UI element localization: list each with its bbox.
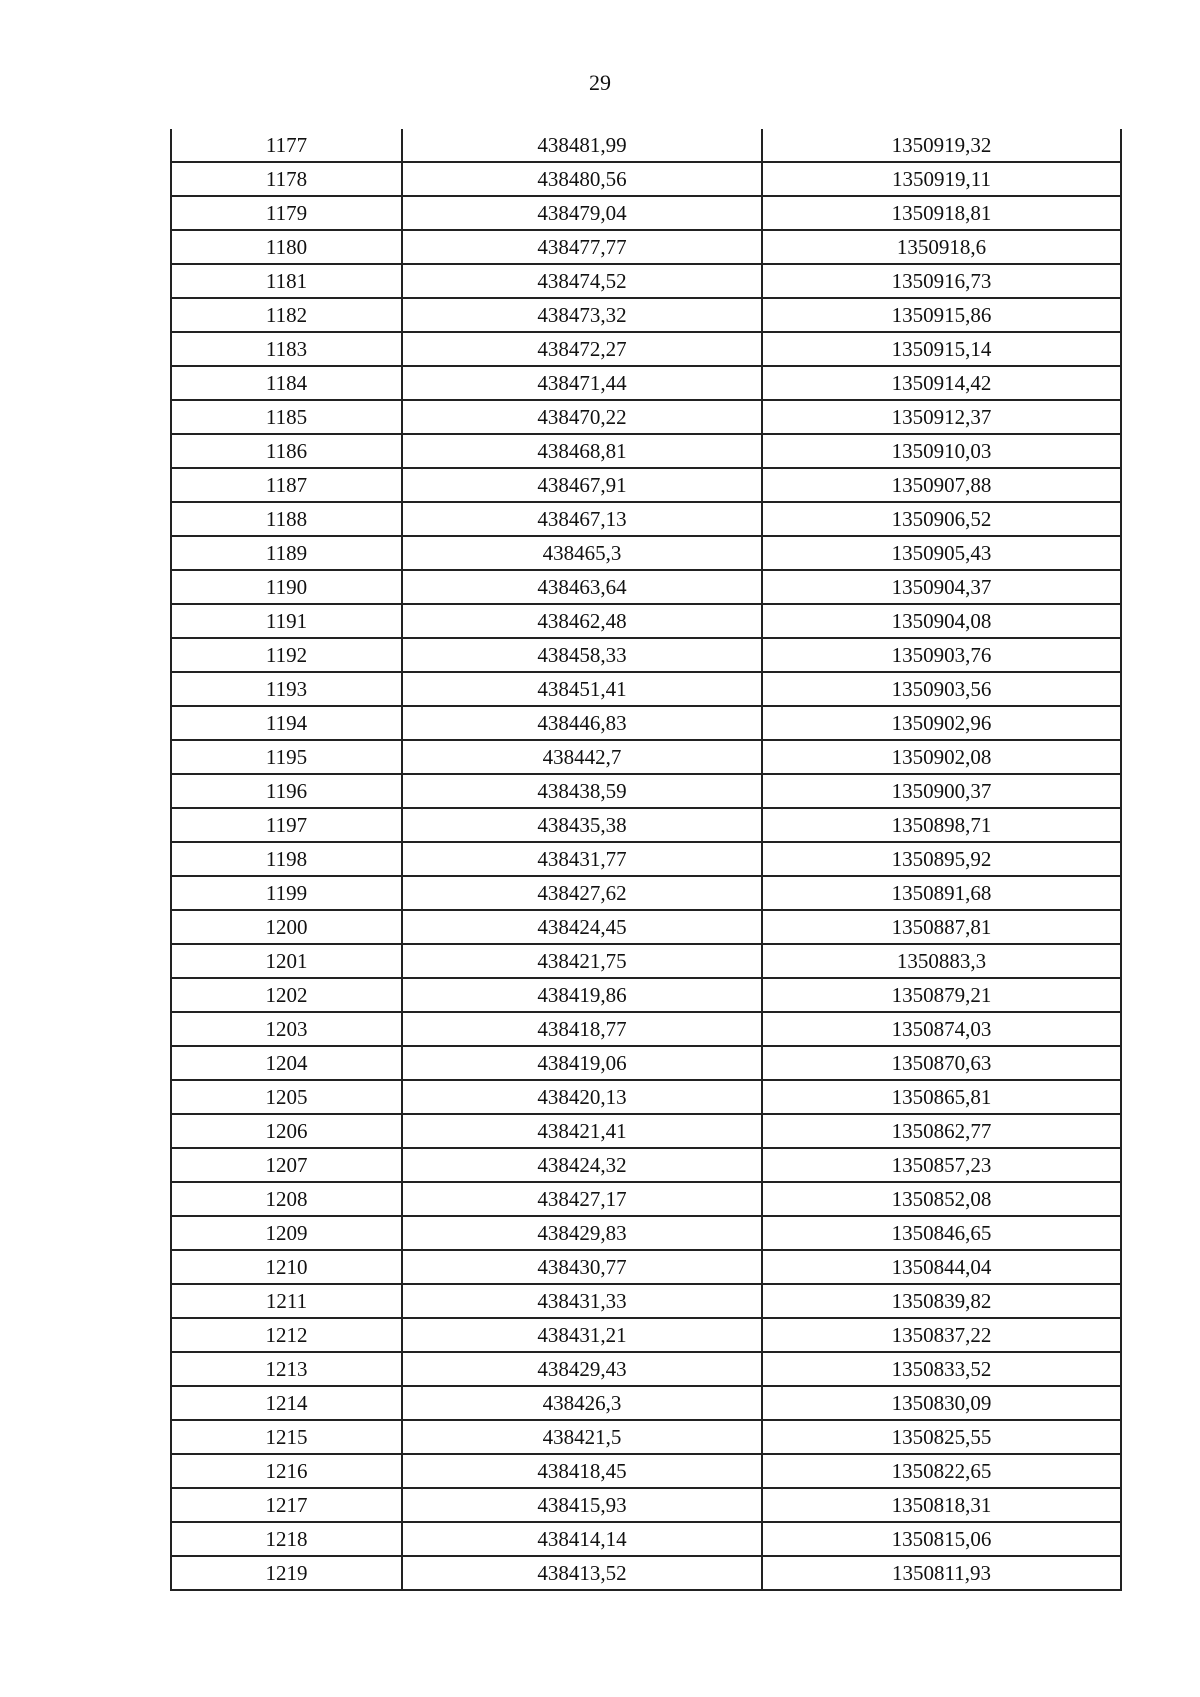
point-number-cell: 1216 (171, 1454, 402, 1488)
x-coordinate-cell: 438418,77 (402, 1012, 762, 1046)
table-row (171, 162, 1121, 196)
point-number-cell: 1205 (171, 1080, 402, 1114)
x-coordinate-cell: 438462,48 (402, 604, 762, 638)
x-coordinate-cell: 438415,93 (402, 1488, 762, 1522)
y-coordinate-cell: 1350825,55 (762, 1420, 1121, 1454)
table-row (171, 978, 1121, 1012)
table-row (171, 129, 1121, 162)
table-row (171, 1522, 1121, 1556)
y-coordinate-cell: 1350883,3 (762, 944, 1121, 978)
table-row (171, 876, 1121, 910)
table-row (171, 842, 1121, 876)
table-row (171, 196, 1121, 230)
table-row (171, 638, 1121, 672)
point-number-cell: 1210 (171, 1250, 402, 1284)
table-row (171, 740, 1121, 774)
y-coordinate-cell: 1350902,08 (762, 740, 1121, 774)
point-number-cell: 1187 (171, 468, 402, 502)
point-number-cell: 1208 (171, 1182, 402, 1216)
y-coordinate-cell: 1350898,71 (762, 808, 1121, 842)
x-coordinate-cell: 438438,59 (402, 774, 762, 808)
point-number-cell: 1207 (171, 1148, 402, 1182)
page-number: 29 (589, 70, 611, 95)
table-row (171, 434, 1121, 468)
x-coordinate-cell: 438421,5 (402, 1420, 762, 1454)
table-row (171, 1352, 1121, 1386)
x-coordinate-cell: 438471,44 (402, 366, 762, 400)
coordinates-table-body (171, 129, 1121, 1590)
x-coordinate-cell: 438442,7 (402, 740, 762, 774)
y-coordinate-cell: 1350865,81 (762, 1080, 1121, 1114)
table-row (171, 774, 1121, 808)
x-coordinate-cell: 438479,04 (402, 196, 762, 230)
x-coordinate-cell: 438481,99 (402, 129, 762, 162)
table-row (171, 1454, 1121, 1488)
table-row (171, 1250, 1121, 1284)
x-coordinate-cell: 438463,64 (402, 570, 762, 604)
point-number-cell: 1217 (171, 1488, 402, 1522)
point-number-cell: 1177 (171, 129, 402, 162)
table-row (171, 502, 1121, 536)
x-coordinate-cell: 438431,21 (402, 1318, 762, 1352)
point-number-cell: 1219 (171, 1556, 402, 1590)
table-row (171, 706, 1121, 740)
x-coordinate-cell: 438435,38 (402, 808, 762, 842)
x-coordinate-cell: 438431,77 (402, 842, 762, 876)
table-row (171, 1488, 1121, 1522)
x-coordinate-cell: 438468,81 (402, 434, 762, 468)
y-coordinate-cell: 1350904,37 (762, 570, 1121, 604)
table-row (171, 1012, 1121, 1046)
point-number-cell: 1192 (171, 638, 402, 672)
point-number-cell: 1200 (171, 910, 402, 944)
table-row (171, 298, 1121, 332)
point-number-cell: 1212 (171, 1318, 402, 1352)
x-coordinate-cell: 438451,41 (402, 672, 762, 706)
point-number-cell: 1188 (171, 502, 402, 536)
table-row (171, 1386, 1121, 1420)
y-coordinate-cell: 1350912,37 (762, 400, 1121, 434)
x-coordinate-cell: 438467,91 (402, 468, 762, 502)
point-number-cell: 1203 (171, 1012, 402, 1046)
table-row (171, 570, 1121, 604)
x-coordinate-cell: 438424,45 (402, 910, 762, 944)
x-coordinate-cell: 438446,83 (402, 706, 762, 740)
coordinates-table (170, 129, 1122, 1591)
table-row (171, 1114, 1121, 1148)
point-number-cell: 1201 (171, 944, 402, 978)
y-coordinate-cell: 1350846,65 (762, 1216, 1121, 1250)
y-coordinate-cell: 1350900,37 (762, 774, 1121, 808)
y-coordinate-cell: 1350837,22 (762, 1318, 1121, 1352)
x-coordinate-cell: 438477,77 (402, 230, 762, 264)
x-coordinate-cell: 438419,06 (402, 1046, 762, 1080)
table-row (171, 332, 1121, 366)
point-number-cell: 1209 (171, 1216, 402, 1250)
point-number-cell: 1186 (171, 434, 402, 468)
point-number-cell: 1215 (171, 1420, 402, 1454)
x-coordinate-cell: 438427,17 (402, 1182, 762, 1216)
y-coordinate-cell: 1350895,92 (762, 842, 1121, 876)
y-coordinate-cell: 1350904,08 (762, 604, 1121, 638)
y-coordinate-cell: 1350874,03 (762, 1012, 1121, 1046)
y-coordinate-cell: 1350919,32 (762, 129, 1121, 162)
table-row (171, 1556, 1121, 1590)
table-row (171, 1216, 1121, 1250)
point-number-cell: 1189 (171, 536, 402, 570)
y-coordinate-cell: 1350919,11 (762, 162, 1121, 196)
point-number-cell: 1214 (171, 1386, 402, 1420)
table-row (171, 264, 1121, 298)
y-coordinate-cell: 1350916,73 (762, 264, 1121, 298)
x-coordinate-cell: 438421,41 (402, 1114, 762, 1148)
x-coordinate-cell: 438418,45 (402, 1454, 762, 1488)
point-number-cell: 1199 (171, 876, 402, 910)
table-row (171, 1046, 1121, 1080)
y-coordinate-cell: 1350852,08 (762, 1182, 1121, 1216)
y-coordinate-cell: 1350815,06 (762, 1522, 1121, 1556)
point-number-cell: 1184 (171, 366, 402, 400)
y-coordinate-cell: 1350830,09 (762, 1386, 1121, 1420)
x-coordinate-cell: 438431,33 (402, 1284, 762, 1318)
table-row (171, 400, 1121, 434)
x-coordinate-cell: 438419,86 (402, 978, 762, 1012)
y-coordinate-cell: 1350918,6 (762, 230, 1121, 264)
table-row (171, 230, 1121, 264)
x-coordinate-cell: 438420,13 (402, 1080, 762, 1114)
y-coordinate-cell: 1350905,43 (762, 536, 1121, 570)
point-number-cell: 1190 (171, 570, 402, 604)
y-coordinate-cell: 1350915,86 (762, 298, 1121, 332)
table-row (171, 1080, 1121, 1114)
point-number-cell: 1218 (171, 1522, 402, 1556)
x-coordinate-cell: 438467,13 (402, 502, 762, 536)
point-number-cell: 1183 (171, 332, 402, 366)
x-coordinate-cell: 438480,56 (402, 162, 762, 196)
table-row (171, 604, 1121, 638)
y-coordinate-cell: 1350915,14 (762, 332, 1121, 366)
x-coordinate-cell: 438465,3 (402, 536, 762, 570)
y-coordinate-cell: 1350907,88 (762, 468, 1121, 502)
y-coordinate-cell: 1350903,56 (762, 672, 1121, 706)
table-row (171, 808, 1121, 842)
y-coordinate-cell: 1350818,31 (762, 1488, 1121, 1522)
point-number-cell: 1180 (171, 230, 402, 264)
point-number-cell: 1194 (171, 706, 402, 740)
y-coordinate-cell: 1350918,81 (762, 196, 1121, 230)
table-row (171, 468, 1121, 502)
x-coordinate-cell: 438473,32 (402, 298, 762, 332)
y-coordinate-cell: 1350879,21 (762, 978, 1121, 1012)
point-number-cell: 1198 (171, 842, 402, 876)
point-number-cell: 1179 (171, 196, 402, 230)
table-row (171, 910, 1121, 944)
y-coordinate-cell: 1350906,52 (762, 502, 1121, 536)
table-row (171, 1148, 1121, 1182)
point-number-cell: 1195 (171, 740, 402, 774)
x-coordinate-cell: 438429,43 (402, 1352, 762, 1386)
point-number-cell: 1193 (171, 672, 402, 706)
point-number-cell: 1211 (171, 1284, 402, 1318)
x-coordinate-cell: 438427,62 (402, 876, 762, 910)
y-coordinate-cell: 1350811,93 (762, 1556, 1121, 1590)
table-row (171, 536, 1121, 570)
point-number-cell: 1181 (171, 264, 402, 298)
point-number-cell: 1197 (171, 808, 402, 842)
y-coordinate-cell: 1350903,76 (762, 638, 1121, 672)
x-coordinate-cell: 438430,77 (402, 1250, 762, 1284)
y-coordinate-cell: 1350839,82 (762, 1284, 1121, 1318)
x-coordinate-cell: 438424,32 (402, 1148, 762, 1182)
table-row (171, 1420, 1121, 1454)
x-coordinate-cell: 438421,75 (402, 944, 762, 978)
point-number-cell: 1204 (171, 1046, 402, 1080)
table-row (171, 1182, 1121, 1216)
y-coordinate-cell: 1350822,65 (762, 1454, 1121, 1488)
x-coordinate-cell: 438429,83 (402, 1216, 762, 1250)
y-coordinate-cell: 1350902,96 (762, 706, 1121, 740)
x-coordinate-cell: 438458,33 (402, 638, 762, 672)
point-number-cell: 1191 (171, 604, 402, 638)
y-coordinate-cell: 1350914,42 (762, 366, 1121, 400)
y-coordinate-cell: 1350910,03 (762, 434, 1121, 468)
x-coordinate-cell: 438413,52 (402, 1556, 762, 1590)
y-coordinate-cell: 1350870,63 (762, 1046, 1121, 1080)
point-number-cell: 1206 (171, 1114, 402, 1148)
table-row (171, 1284, 1121, 1318)
y-coordinate-cell: 1350844,04 (762, 1250, 1121, 1284)
y-coordinate-cell: 1350833,52 (762, 1352, 1121, 1386)
x-coordinate-cell: 438426,3 (402, 1386, 762, 1420)
table-row (171, 944, 1121, 978)
point-number-cell: 1182 (171, 298, 402, 332)
point-number-cell: 1213 (171, 1352, 402, 1386)
y-coordinate-cell: 1350887,81 (762, 910, 1121, 944)
x-coordinate-cell: 438472,27 (402, 332, 762, 366)
point-number-cell: 1196 (171, 774, 402, 808)
point-number-cell: 1202 (171, 978, 402, 1012)
y-coordinate-cell: 1350891,68 (762, 876, 1121, 910)
point-number-cell: 1178 (171, 162, 402, 196)
table-row (171, 366, 1121, 400)
x-coordinate-cell: 438414,14 (402, 1522, 762, 1556)
point-number-cell: 1185 (171, 400, 402, 434)
table-row (171, 1318, 1121, 1352)
y-coordinate-cell: 1350857,23 (762, 1148, 1121, 1182)
table-row (171, 672, 1121, 706)
x-coordinate-cell: 438474,52 (402, 264, 762, 298)
y-coordinate-cell: 1350862,77 (762, 1114, 1121, 1148)
x-coordinate-cell: 438470,22 (402, 400, 762, 434)
